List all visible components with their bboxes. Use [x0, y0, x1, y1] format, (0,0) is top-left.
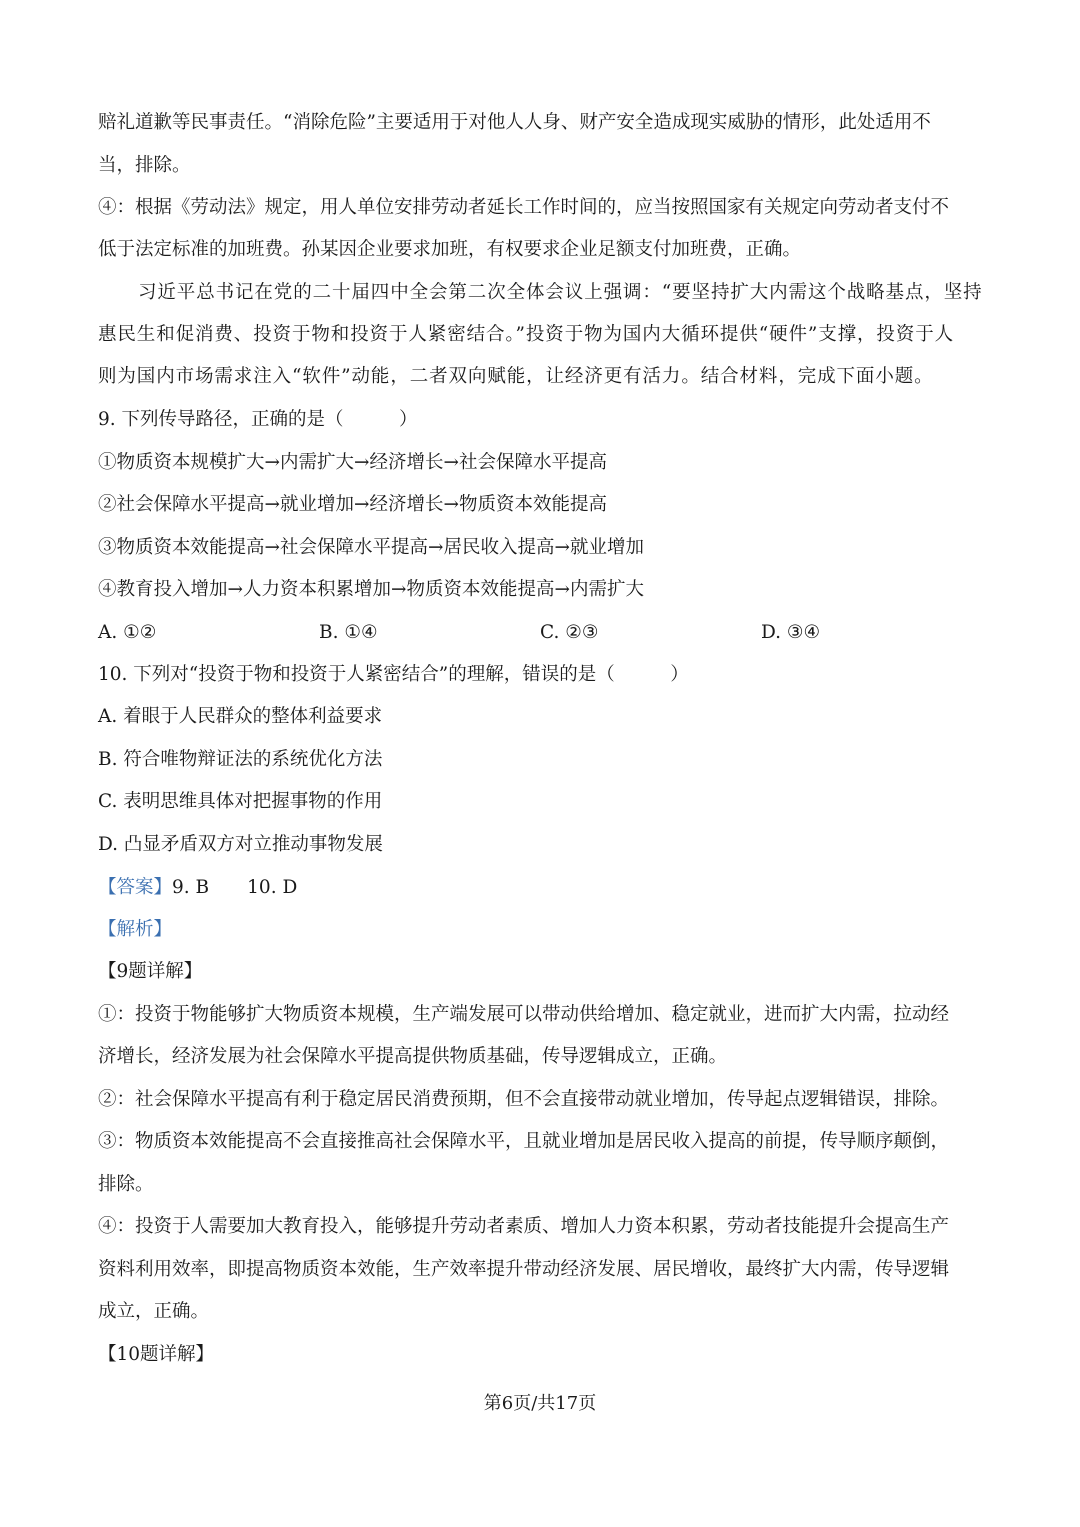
q9-option-c: C. ②③ — [540, 622, 599, 643]
q9-statement-3: ③物质资本效能提高→社会保障水平提高→居民收入提高→就业增加 — [98, 537, 645, 558]
text-line: 赔礼道歉等民事责任。“消除危险”主要适用于对他人人身、财产安全造成现实威胁的情形，此处适用不 — [98, 112, 931, 133]
answer-tag: 【答案】 — [98, 877, 173, 898]
q10-option-a: A. 着眼于人民群众的整体利益要求 — [98, 706, 383, 727]
q9-statement-4: ④教育投入增加→人力资本积累增加→物质资本效能提高→内需扩大 — [98, 579, 645, 600]
analysis-line: 排除。 — [98, 1174, 154, 1195]
analysis-line: ④：投资于人需要加大教育投入，能够提升劳动者素质、增加人力资本积累，劳动者技能提升会提高生产 — [98, 1216, 950, 1237]
answer-line — [98, 876, 297, 900]
text-line: 低于法定标准的加班费。孙某因企业要求加班，有权要求企业足额支付加班费，正确。 — [98, 239, 802, 260]
q10-option-d: D. 凸显矛盾双方对立推动事物发展 — [98, 834, 383, 855]
page-number: 第6页/共17页 — [483, 1393, 597, 1414]
analysis-line: ①：投资于物能够扩大物质资本规模，生产端发展可以带动供给增加、稳定就业，进而扩大内需，拉动经 — [98, 1004, 950, 1025]
text-line: ④：根据《劳动法》规定，用人单位安排劳动者延长工作时间的，应当按照国家有关规定向劳动者支付不 — [98, 197, 950, 218]
q10-detail-heading: 【10题详解】 — [98, 1344, 215, 1365]
q9-detail-heading: 【9题详解】 — [98, 961, 203, 982]
question-9-stem: 9. 下列传导路径，正确的是（ ） — [98, 409, 418, 430]
material-line: 则为国内市场需求注入“软件”动能，二者双向赋能，让经济更有活力。结合材料，完成下面小题。 — [98, 366, 934, 387]
analysis-line: 资料利用效率，即提高物质资本效能，生产效率提升带动经济发展、居民增收，最终扩大内需，传导逻辑 — [98, 1259, 950, 1280]
analysis-tag: 【解析】 — [98, 919, 173, 940]
q9-statement-2: ②社会保障水平提高→就业增加→经济增长→物质资本效能提高 — [98, 494, 608, 515]
analysis-line: 成立，正确。 — [98, 1301, 210, 1322]
answer-10: 10. D — [247, 877, 298, 898]
question-10-stem: 10. 下列对“投资于物和投资于人紧密结合”的理解，错误的是（ ） — [98, 664, 689, 685]
answer-9: 9. B — [172, 877, 210, 898]
analysis-line: 济增长，经济发展为社会保障水平提高提供物质基础，传导逻辑成立，正确。 — [98, 1046, 728, 1067]
q9-options — [98, 621, 984, 645]
text-line: 当，排除。 — [98, 155, 191, 176]
q10-option-b: B. 符合唯物辩证法的系统优化方法 — [98, 749, 383, 770]
q10-option-c: C. 表明思维具体对把握事物的作用 — [98, 791, 383, 812]
q9-statement-1: ①物质资本规模扩大→内需扩大→经济增长→社会保障水平提高 — [98, 452, 608, 473]
q9-option-a: A. ①② — [98, 622, 157, 643]
analysis-line: ③：物质资本效能提高不会直接推高社会保障水平，且就业增加是居民收入提高的前提，传导顺序颠倒， — [98, 1131, 950, 1152]
material-line: 惠民生和促消费、投资于物和投资于人紧密结合。”投资于物为国内大循环提供“硬件”支撑，投资于人 — [98, 324, 955, 345]
material-line: 习近平总书记在党的二十届四中全会第二次全体会议上强调：“要坚持扩大内需这个战略基点，坚持 — [138, 282, 983, 303]
q9-option-b: B. ①④ — [319, 622, 378, 643]
q9-option-d: D. ③④ — [761, 622, 821, 643]
analysis-line: ②：社会保障水平提高有利于稳定居民消费预期，但不会直接带动就业增加，传导起点逻辑错误，排除。 — [98, 1089, 950, 1110]
